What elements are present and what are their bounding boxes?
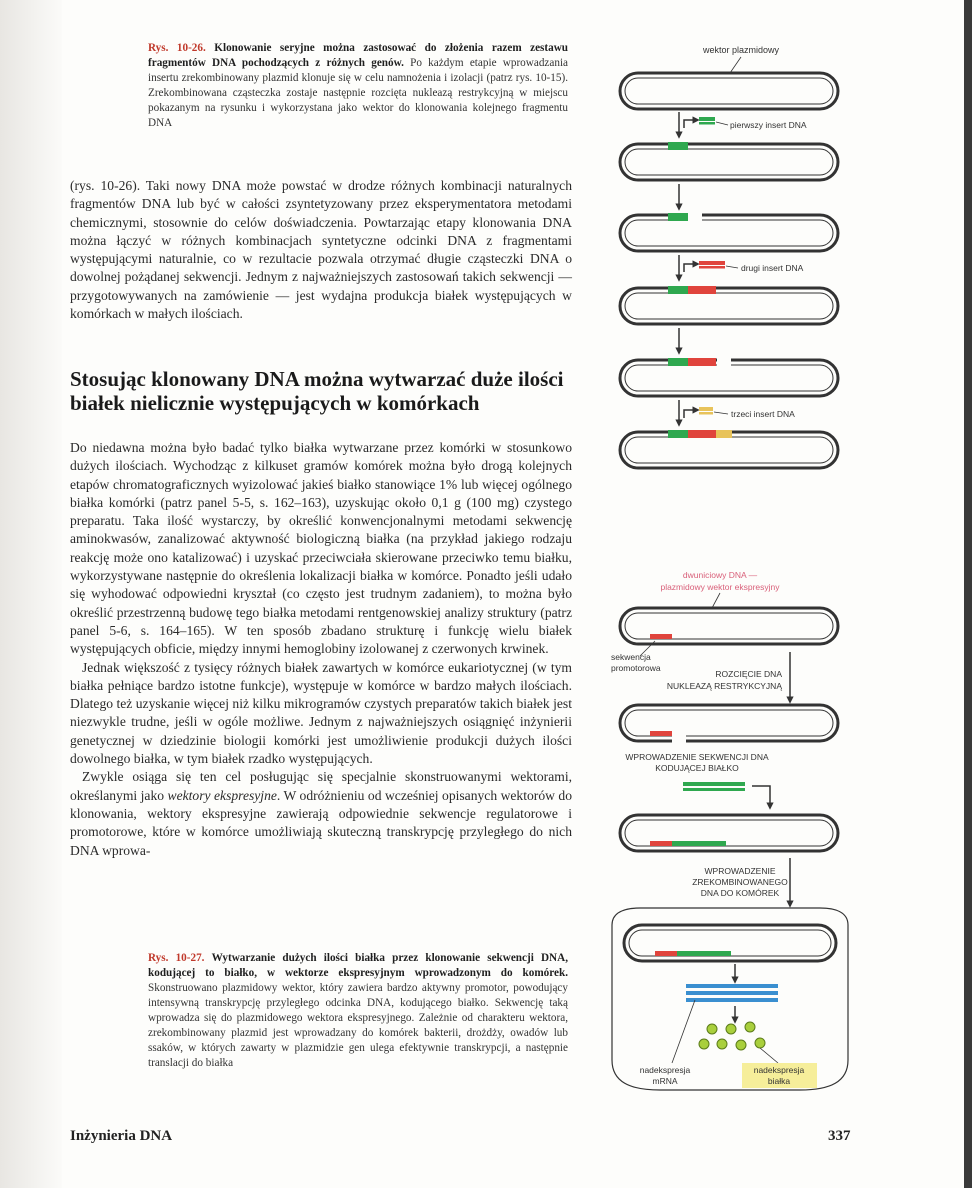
label-cut-2: NUKLEAZĄ RESTRYKCYJNĄ xyxy=(666,681,782,691)
cut-vector xyxy=(620,705,838,743)
paragraph-3: Jednak większość z tysięcy różnych białek zawartych w komórce eukariotycznej (w tym białka pełniące bardzo istotne funkcje), występuje w komórce w bardzo małych ilościach. Dlatego też uzyskanie więcej niż kilku mikrogramów czystych preparatów takich białek jest niezwykle trudne, jeśli w ogóle możliwe. Jednym z najważniejszych osiągnięć inżynierii genetycznej w dziedzinie biologii komórki jest umożliwienie produkcji dużych ilości dowolnego białka, w tym białek rzadko występujących. xyxy=(70,659,572,767)
protein-molecules xyxy=(699,1022,765,1050)
insert-1-fragment xyxy=(699,117,715,121)
label-into-cells-1: WPROWADZENIE xyxy=(704,866,776,876)
recombinant-vector xyxy=(620,815,838,851)
running-footer-title: Inżynieria DNA xyxy=(70,1128,173,1144)
term-expression-vectors: wektory ekspresyjne xyxy=(167,787,277,803)
label-first-insert: pierwszy insert DNA xyxy=(730,120,807,130)
plasmid-5-cut xyxy=(620,356,838,396)
caption-title: Klonowanie seryjne można zastosować do złożenia razem zestawu fragmentów DNA pochodzących z różnych genów. xyxy=(148,42,569,69)
label-mrna-overexpression-1: nadekspresja xyxy=(639,1065,691,1075)
plasmid-in-cell xyxy=(624,925,836,961)
plasmid-6 xyxy=(620,430,838,468)
insert-2-fragment xyxy=(699,261,725,265)
label-second-insert: drugi insert DNA xyxy=(741,263,804,273)
paragraph-4-start: Zwykle osiąga się ten cel posługując się specjalnie skonstruowanymi wektorami, określanymi jako xyxy=(70,769,572,803)
paragraph-4-end: . W odróżnieniu od wcześniej opisanych wektorów do klonowania, wektory ekspresyjne zawierają odpowiednie sekwencje regulatorowe i promotorowe, które w komórce umożliwiają skuteczną transkrypcję przyległego do nich DNA wprowa- xyxy=(70,787,572,858)
label-protein-overexpression-1: nadekspresja xyxy=(753,1065,805,1075)
caption-label: Rys. 10-26. xyxy=(148,42,206,54)
label-expression-vector-1: dwuniciowy DNA — xyxy=(682,570,758,580)
label-into-cells-3: DNA DO KOMÓREK xyxy=(700,888,780,898)
label-insert-2: KODUJĄCEJ BIAŁKO xyxy=(655,763,739,773)
label-protein-overexpression-2: białka xyxy=(767,1076,791,1086)
section-heading: Stosując klonowany DNA można wytwarzać duże ilości białek nielicznie występujących w komórkach xyxy=(70,367,564,415)
label-third-insert: trzeci insert DNA xyxy=(731,409,795,419)
label-mrna-overexpression-2: mRNA xyxy=(652,1076,678,1086)
insert-3-fragment xyxy=(699,407,713,411)
label-expression-vector-2: plazmidowy wektor ekspresyjny xyxy=(660,582,780,592)
insert-arrow xyxy=(684,410,696,418)
expression-vector xyxy=(620,608,838,644)
label-plasmid-vector: wektor plazmidowy xyxy=(702,45,780,55)
caption-text: Skonstruowano plazmidowy wektor, który zawiera bardzo aktywny promotor, powodujący intensywną transkrypcję przyległego odcinka DNA, kodującego białko. Sekwencję taką wprowadza się do plazmidowego wektora ekspresyjnego. Zależnie od charakteru wektora, zrekombinowany plazmid jest wprowadzany do komórek bakterii, drożdży, owadów lub ssaków, w których zawarty w plazmidzie gen ulega efektywnie transkrypcji, a następnie translacji do białka xyxy=(148,982,568,1069)
label-promoter-1: sekwencja xyxy=(611,652,651,662)
protein-coding-sequence xyxy=(683,782,745,786)
plasmid-1 xyxy=(620,73,838,109)
caption-label: Rys. 10-27. xyxy=(148,952,205,964)
insert-arrow xyxy=(684,264,696,272)
label-cut-1: ROZCIĘCIE DNA xyxy=(715,669,782,679)
insert-arrow xyxy=(684,120,696,128)
label-promoter-2: promotorowa xyxy=(611,663,661,673)
mrna-strand xyxy=(686,984,778,988)
paragraph-text: (rys. 10-26). Taki nowy DNA może powstać w drodze różnych kombinacji naturalnych fragmentów DNA lub być w całości zsyntetyzowany przez eksperymentatora metodami chemicznymi, stosownie do celów doświadczenia. Powtarzając etapy klonowania DNA można łączyć w różnych kombinacjach syntetyczne odcinki DNA z fragmentami występującymi naturalnie, co w rezultacie pozwala otrzymać długie cząsteczki DNA o dowolnej pożądanej sekwencji. Jednym z najważniejszych zastosowań takich sekwencji — przygotowywanych na zamówienie — jest wydajna produkcja białek występujących w komórkach w małych ilościach. xyxy=(70,178,572,322)
page-number: 337 xyxy=(828,1128,851,1144)
caption-text: Po każdym etapie wprowadzania insertu zrekombinowany plazmid klonuje się w celu namnożenia i izolacji (patrz rys. 10-15). Zrekombinowana cząsteczka zostaje następnie rozcięta nukleazą restrykcyjną w miejscu pokazanym na rysunku i wykorzystana jako wektor do klonowania kolejnego fragmentu DNA xyxy=(148,57,569,129)
plasmid-2 xyxy=(620,142,838,180)
plasmid-3-cut xyxy=(620,211,838,251)
promoter-sequence xyxy=(650,634,672,639)
plasmid-4 xyxy=(620,286,838,324)
label-leader-line xyxy=(730,57,741,73)
insert-arrow xyxy=(752,786,770,806)
label-into-cells-2: ZREKOMBINOWANEGO xyxy=(692,877,788,887)
caption-title: Wytwarzanie dużych ilości białka przez klonowanie sekwencji DNA, kodującej to białko, w wektorze ekspresyjnym wprowadzonym do komórek. xyxy=(148,952,569,979)
paragraph-2: Do niedawna można było badać tylko białka wytwarzane przez komórki w stosunkowo dużych ilościach. Wychodząc z kilkuset gramów komórek można było drogą kolejnych etapów chromatograficznych wyizolować jakieś białko stanowiące 1% lub więcej ogólnego białka komórki (patrz panel 5-5, s. 162–163), uzyskując około 0,1 g (100 mg) czystego preparatu. Taka ilość wystarczy, by określić konwencjonalnymi metodami sekwencję aminokwasów, zanalizować aktywność biologiczną białka (na przykład jakiego rodzaju reakcję może ono katalizować) i uzyskać przeciwciała skierowane przeciwko temu białku, wykorzystywane następnie do określenia lokalizacji białka w komórce. Ponadto jeśli udało się wyhodować odpowiedni kryształ (co często jest trudnym zadaniem), to można było określić przestrzenną budowę tego białka metodami rentgenowskiej analizy struktury (patrz panel 5-6, s. 164–165). W ten sposób zbadano strukturę i funkcję wielu białek występujących obficie, między innymi hemoglobiny izolowanej z czerwonych krwinek. xyxy=(70,440,572,657)
label-insert-1: WPROWADZENIE SEKWENCJI DNA xyxy=(625,752,769,762)
